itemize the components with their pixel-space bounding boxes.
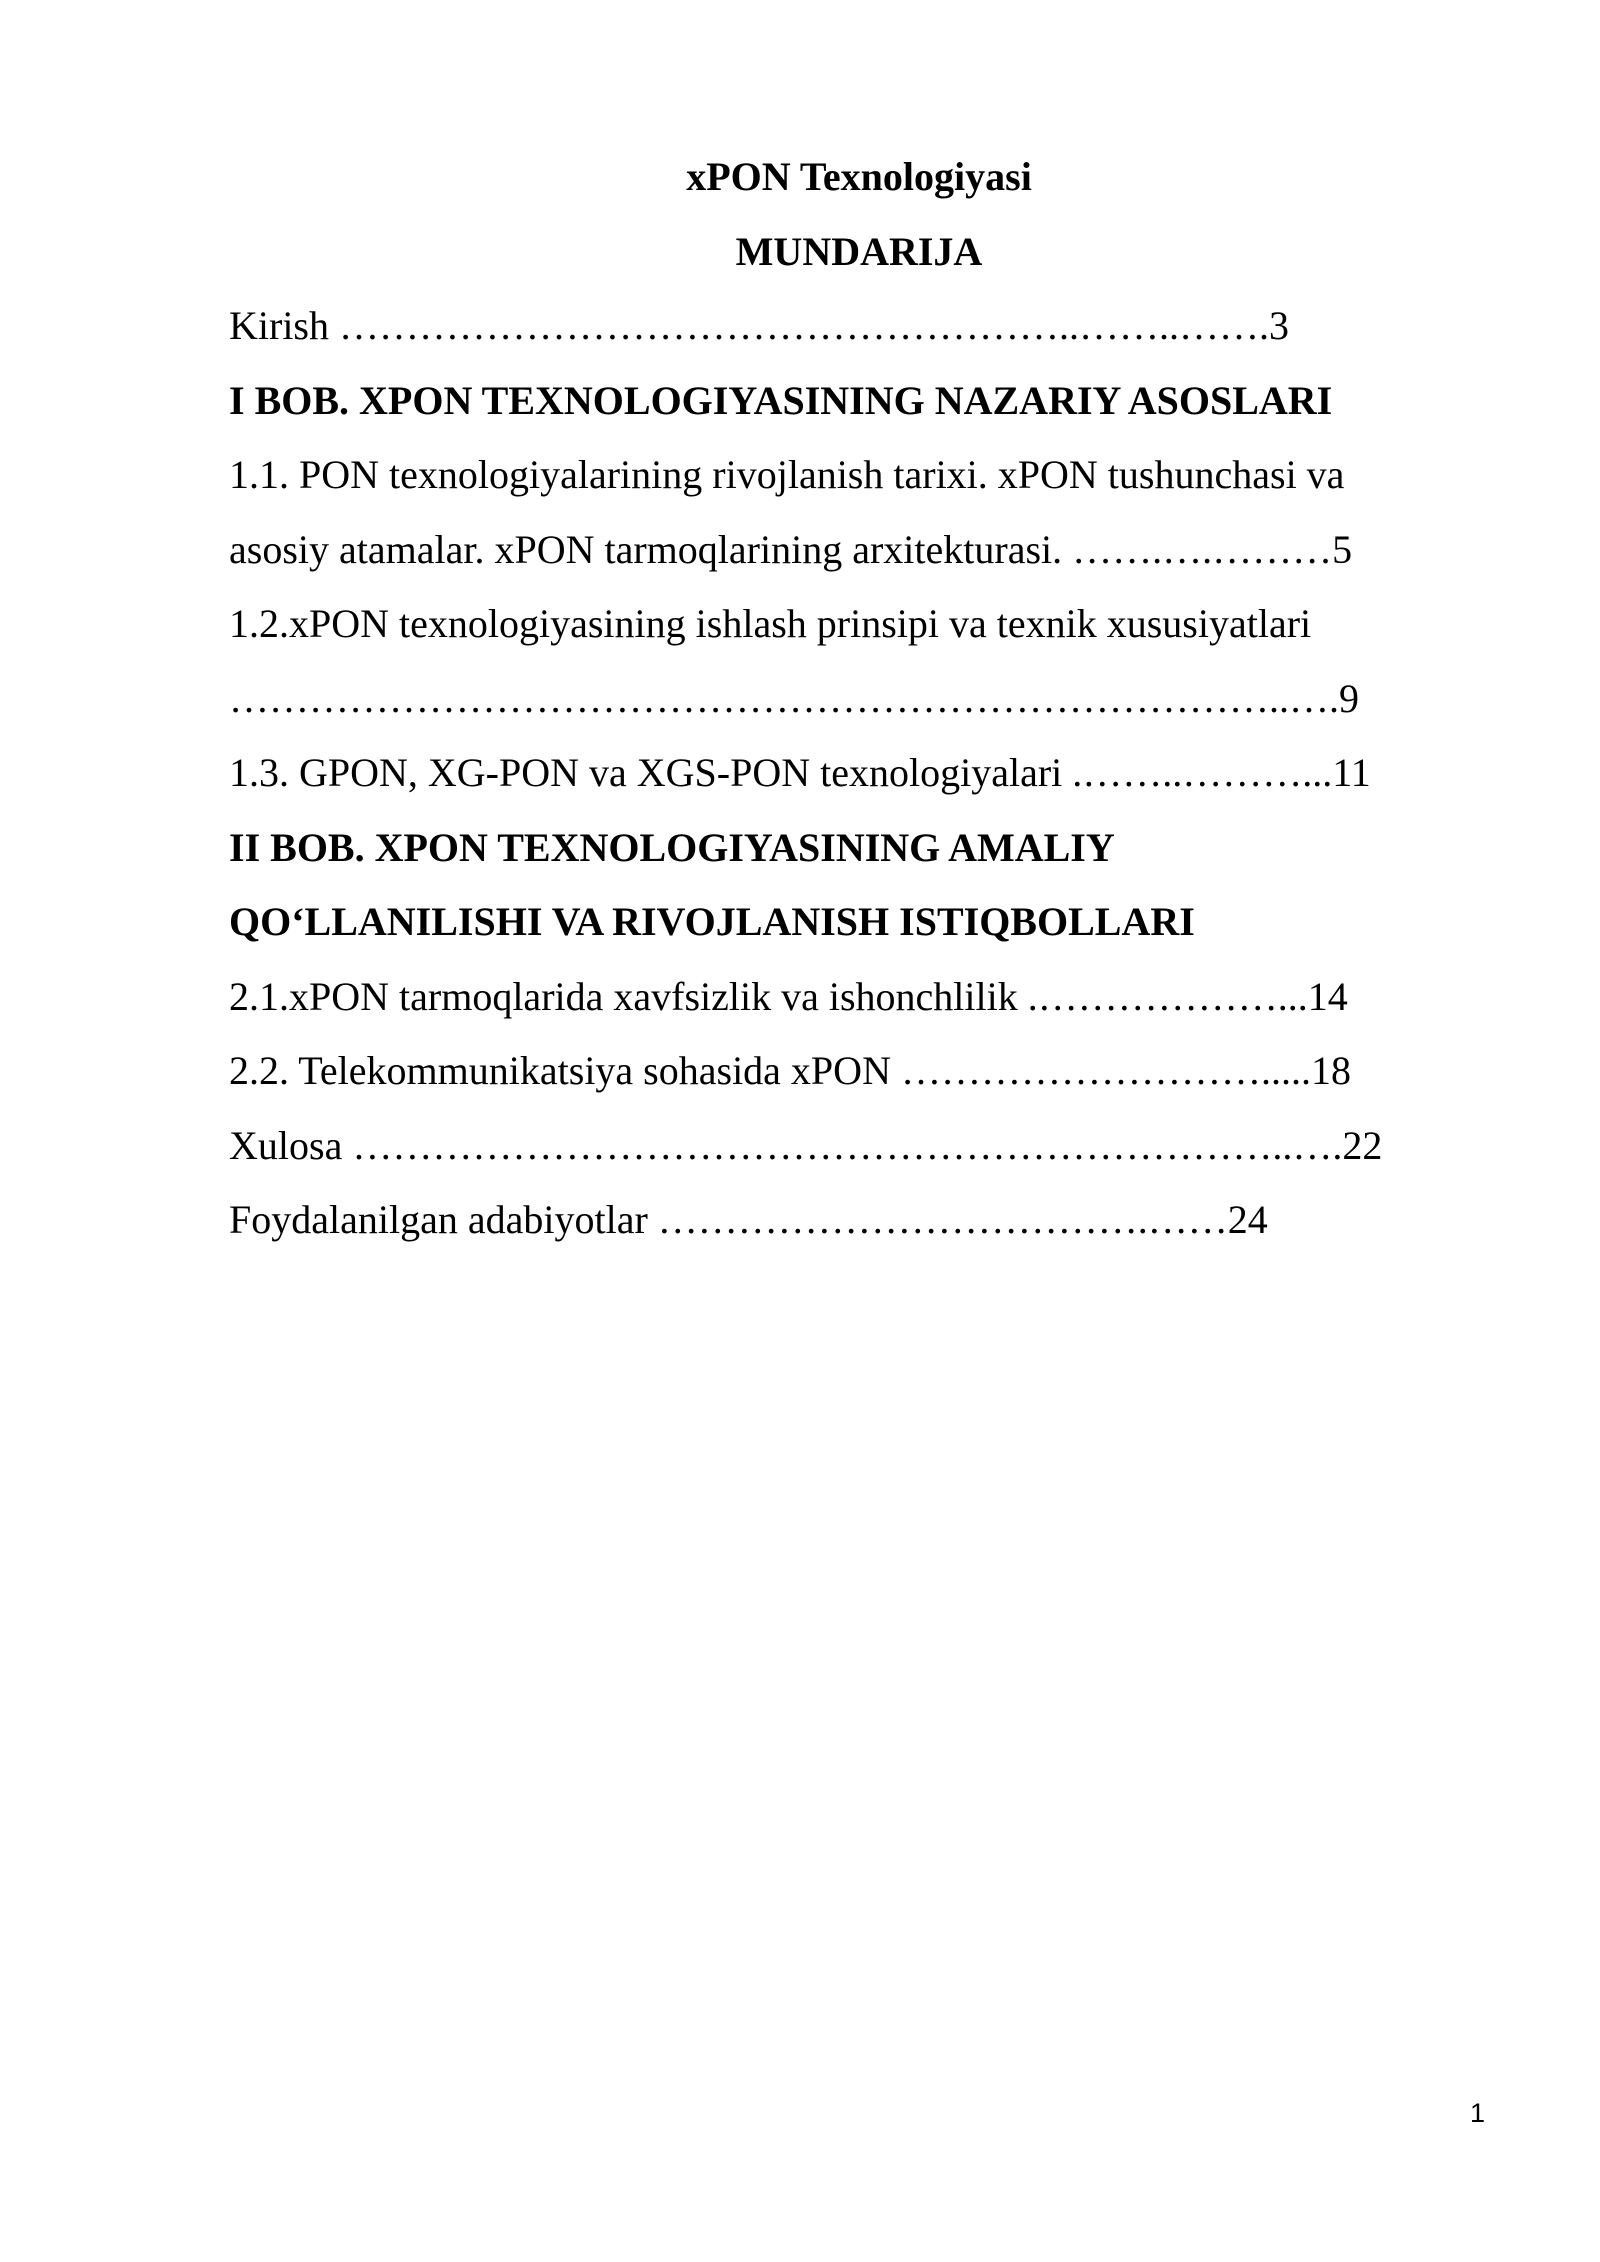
toc-entry-1-1-line-1: 1.1. PON texnologiyalarining rivojlanish tarixi. xPON tushunchasi va xyxy=(229,452,1345,497)
toc-entry-kirish: Kirish ………………………………………………..……..…….3 xyxy=(229,303,1289,348)
chapter-2-heading-line-2: QO‘LLANILISHI VA RIVOJLANISH ISTIQBOLLARI xyxy=(229,899,1195,944)
table-of-contents xyxy=(229,140,1469,1258)
page-number: 1 xyxy=(1470,2098,1486,2128)
toc-entry-1-3: 1.3. GPON, XG-PON va XGS-PON texnologiyalari .……..………...11 xyxy=(229,750,1371,795)
toc-entry-2-2: 2.2. Telekommunikatsiya sohasida xPON ……………………….....18 xyxy=(229,1048,1351,1093)
toc-entry-1-2-line-1: 1.2.xPON texnologiyasining ishlash prinsipi va texnik xususiyatlari xyxy=(229,601,1312,646)
chapter-1-heading: I BOB. XPON TEXNOLOGIYASINING NAZARIY ASOSLARI xyxy=(229,377,1333,423)
toc-entry-2-1: 2.1.xPON tarmoqlarida xavfsizlik va ishonchlilik .………………...14 xyxy=(229,973,1348,1019)
document-title: xPON Texnologiyasi xyxy=(686,154,1032,199)
toc-entry-xulosa: Xulosa ……………………………………………………………..….22 xyxy=(229,1122,1383,1168)
toc-entry-adabiyotlar: Foydalanilgan adabiyotlar ……………………………….……24 xyxy=(229,1197,1268,1242)
contents-heading: MUNDARIJA xyxy=(735,228,983,274)
toc-entry-1-2-line-2: ……………………………………………………………………..….9 xyxy=(229,675,1359,721)
toc-entry-1-1-line-2: asosiy atamalar. xPON tarmoqlarining arxitekturasi. …….….………5 xyxy=(229,526,1353,572)
chapter-2-heading-line-1: II BOB. XPON TEXNOLOGIYASINING AMALIY xyxy=(229,824,1115,870)
